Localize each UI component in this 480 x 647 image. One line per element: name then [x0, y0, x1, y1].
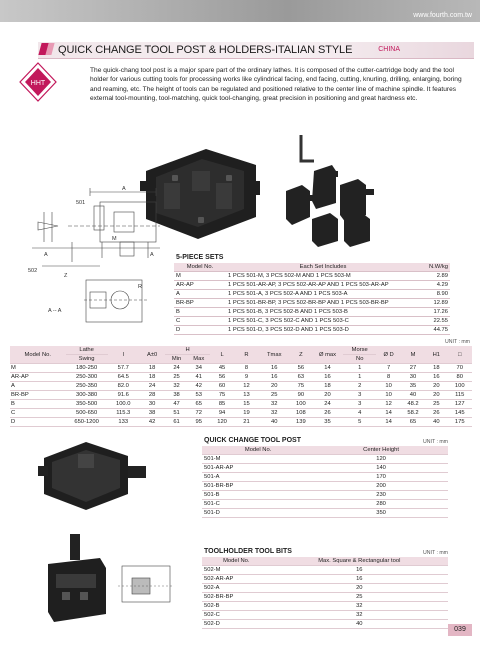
- website-url: www.fourth.com.tw: [413, 12, 472, 19]
- table-cell: 82.0: [108, 382, 139, 391]
- tool-bits-unit: UNIT : mm: [423, 550, 448, 556]
- drawing-label-l: A: [122, 186, 126, 192]
- tp-col-height: Center Height: [314, 446, 448, 455]
- col-includes: Each Set Includes: [226, 263, 420, 272]
- table-cell: 280: [314, 500, 448, 509]
- table-cell: 200: [314, 482, 448, 491]
- table-cell: 20: [425, 382, 447, 391]
- mh-h: H: [165, 346, 209, 355]
- table-cell: 502-A: [202, 584, 271, 593]
- drawing-label-a-left: A: [44, 252, 48, 258]
- table-cell: 1 PCS 501-B, 3 PCS 502-B AND 1 PCS 503-B: [226, 308, 420, 317]
- table-cell: 16: [259, 364, 290, 373]
- tool-post-heading: QUICK CHANGE TOOL POST: [204, 437, 301, 444]
- table-cell: 16: [271, 566, 448, 575]
- table-cell: 230: [314, 491, 448, 500]
- logo-text: HHT: [30, 80, 46, 87]
- table-cell: 16: [312, 373, 343, 382]
- table-cell: D: [10, 418, 66, 427]
- table-cell: 38: [139, 409, 166, 418]
- table-cell: 300-380: [66, 391, 108, 400]
- table-row: [10, 391, 472, 400]
- drawing-label-m: M: [112, 236, 117, 242]
- table-cell: 91.6: [108, 391, 139, 400]
- table-cell: M: [10, 364, 66, 373]
- mh-m: M: [401, 346, 425, 364]
- table-cell: 501-B: [202, 491, 314, 500]
- table-row: [202, 500, 448, 509]
- table-cell: 115.3: [108, 409, 139, 418]
- table-cell: 16: [425, 373, 447, 382]
- table-cell: 4: [343, 409, 376, 418]
- table-cell: 56: [290, 364, 312, 373]
- mh-R: R: [234, 346, 258, 364]
- table-cell: 18: [139, 373, 166, 382]
- table-cell: 501-AR-AP: [202, 464, 314, 473]
- table-row: [202, 566, 448, 575]
- tool-bits-heading: TOOLHOLDER TOOL BITS: [204, 548, 292, 555]
- table-cell: 250-350: [66, 382, 108, 391]
- table-cell: 180-250: [66, 364, 108, 373]
- table-cell: 90: [290, 391, 312, 400]
- table-row: [174, 299, 450, 308]
- table-row: [202, 473, 448, 482]
- table-cell: 12: [376, 400, 400, 409]
- table-cell: 42: [139, 418, 166, 427]
- table-cell: 26: [425, 409, 447, 418]
- toolholder-section-drawing: [118, 562, 174, 606]
- table-cell: 1 PCS 501-A, 3 PCS 502-A AND 1 PCS 503-A: [226, 290, 420, 299]
- table-cell: 17.26: [420, 308, 450, 317]
- mh-lathe: Lathe: [66, 346, 108, 355]
- drawing-label-r: R: [138, 284, 142, 290]
- table-cell: 501-M: [202, 455, 314, 464]
- table-cell: 1 PCS 501-M, 3 PCS 502-M AND 1 PCS 503-M: [226, 272, 420, 281]
- table-cell: 20: [259, 382, 290, 391]
- table-cell: 45: [210, 364, 234, 373]
- five-piece-heading: 5-PIECE SETS: [176, 254, 224, 261]
- table-cell: 75: [290, 382, 312, 391]
- intro-paragraph: The quick-chang tool post is a major spare part of the ordinary lathes. It is composed of the cutter-cartridge body and the tool holder for various cutting tools for processing works like cylindrical facing, end facing, cutting, knurling, drilling, enlarging, boring and reaming, etc. The height of tools can be regulated and positioned relative to the center line of machine spindle. It features external tool-mounting, tool-matching, quick tool-changing, great precision in positioning and great hardness etc.: [90, 67, 462, 102]
- col-model: Model No.: [174, 263, 226, 272]
- table-cell: 63: [290, 373, 312, 382]
- table-cell: 1 PCS 501-C, 3 PCS 502-C AND 1 PCS 503-C: [226, 317, 420, 326]
- table-cell: 10: [376, 391, 400, 400]
- table-cell: 501-A: [202, 473, 314, 482]
- table-cell: 65: [401, 418, 425, 427]
- table-cell: B: [174, 308, 226, 317]
- table-cell: 2.89: [420, 272, 450, 281]
- table-cell: 70: [447, 364, 472, 373]
- table-row: [10, 409, 472, 418]
- table-cell: AR-AP: [174, 281, 226, 290]
- table-cell: 7: [376, 364, 400, 373]
- table-cell: 40: [271, 620, 448, 629]
- technical-drawing: [28, 182, 168, 332]
- table-cell: 25: [165, 373, 187, 382]
- mh-h1: H1: [425, 346, 447, 364]
- table-cell: 502-AR-AP: [202, 575, 271, 584]
- table-row: [10, 373, 472, 382]
- table-cell: 25: [425, 400, 447, 409]
- col-weight: N.W/kg: [420, 263, 450, 272]
- table-cell: 22.55: [420, 317, 450, 326]
- table-cell: 502-B: [202, 602, 271, 611]
- table-cell: 85: [210, 400, 234, 409]
- table-cell: 12: [234, 382, 258, 391]
- table-cell: 501-D: [202, 509, 314, 518]
- table-cell: 9: [234, 373, 258, 382]
- mh-dmax: Ø max: [312, 346, 343, 364]
- mh-max: Max: [188, 355, 210, 364]
- drawing-label-502: 502: [28, 268, 38, 274]
- table-cell: 3: [343, 391, 376, 400]
- table-row: [202, 575, 448, 584]
- table-cell: 145: [447, 409, 472, 418]
- table-cell: 1 PCS 501-BR-BP, 3 PCS 502-BR-BP AND 1 PCS 503-BR-BP: [226, 299, 420, 308]
- table-cell: 2: [343, 382, 376, 391]
- table-cell: 60: [210, 382, 234, 391]
- table-cell: 20: [271, 584, 448, 593]
- table-row: [174, 290, 450, 299]
- table-cell: 140: [314, 464, 448, 473]
- table-cell: 16: [259, 373, 290, 382]
- mh-a: A±0: [139, 346, 166, 364]
- table-cell: 34: [188, 364, 210, 373]
- table-cell: 94: [210, 409, 234, 418]
- mh-morse: Morse: [343, 346, 376, 355]
- table-cell: 44.75: [420, 326, 450, 335]
- table-cell: 127: [447, 400, 472, 409]
- table-cell: 1: [343, 373, 376, 382]
- table-cell: 27: [401, 364, 425, 373]
- mh-model: Model No.: [10, 346, 66, 364]
- table-cell: 53: [188, 391, 210, 400]
- table-cell: 650-1200: [66, 418, 108, 427]
- table-cell: 32: [259, 409, 290, 418]
- table-row: [202, 593, 448, 602]
- mh-d: Ø D: [376, 346, 400, 364]
- table-cell: BR-BP: [174, 299, 226, 308]
- table-cell: 32: [271, 611, 448, 620]
- table-cell: 8: [376, 373, 400, 382]
- table-cell: 350: [314, 509, 448, 518]
- table-row: [174, 308, 450, 317]
- table-cell: 48.2: [401, 400, 425, 409]
- table-row: [202, 620, 448, 629]
- table-cell: 41: [188, 373, 210, 382]
- mh-swing: Swing: [66, 355, 108, 364]
- table-cell: 61: [165, 418, 187, 427]
- drawing-label-section: A -- A: [48, 308, 62, 314]
- main-dimension-table: [10, 346, 472, 427]
- table-cell: 3: [343, 400, 376, 409]
- table-cell: 56: [210, 373, 234, 382]
- table-cell: BR-BP: [10, 391, 66, 400]
- table-cell: 115: [447, 391, 472, 400]
- table-cell: 95: [188, 418, 210, 427]
- table-cell: 15: [234, 400, 258, 409]
- table-row: [10, 418, 472, 427]
- tool-post-unit: UNIT : mm: [423, 439, 448, 445]
- table-cell: 40: [401, 391, 425, 400]
- table-cell: 47: [165, 400, 187, 409]
- table-cell: C: [10, 409, 66, 418]
- table-cell: 42: [188, 382, 210, 391]
- table-cell: 502-C: [202, 611, 271, 620]
- table-cell: 12.89: [420, 299, 450, 308]
- table-row: [202, 602, 448, 611]
- table-cell: 24: [312, 400, 343, 409]
- table-cell: 40: [425, 418, 447, 427]
- table-cell: 501-C: [202, 500, 314, 509]
- tb-col-model: Model No.: [202, 557, 271, 566]
- table-cell: 28: [139, 391, 166, 400]
- table-cell: 10: [376, 382, 400, 391]
- table-row: [10, 400, 472, 409]
- table-cell: 32: [259, 400, 290, 409]
- top-banner: [0, 0, 480, 22]
- tool-post-photo: [136, 131, 380, 249]
- table-cell: 13: [234, 391, 258, 400]
- table-cell: 40: [259, 418, 290, 427]
- mh-z: Z: [290, 346, 312, 364]
- table-cell: 21: [234, 418, 258, 427]
- table-cell: M: [174, 272, 226, 281]
- table-cell: A: [174, 290, 226, 299]
- mh-no: No: [343, 355, 376, 364]
- table-row: [174, 272, 450, 281]
- table-cell: 14: [312, 364, 343, 373]
- tool-post-table: [202, 446, 448, 518]
- table-row: [10, 382, 472, 391]
- table-row: [202, 584, 448, 593]
- table-cell: 20: [425, 391, 447, 400]
- table-cell: 64.5: [108, 373, 139, 382]
- table-cell: 26: [312, 409, 343, 418]
- table-cell: 100: [290, 400, 312, 409]
- table-cell: 1 PCS 501-D, 3 PCS 502-D AND 1 PCS 503-D: [226, 326, 420, 335]
- table-cell: 100: [447, 382, 472, 391]
- table-row: [202, 509, 448, 518]
- table-cell: D: [174, 326, 226, 335]
- table-cell: 30: [401, 373, 425, 382]
- table-cell: 1 PCS 501-AR-AP, 3 PCS 502-AR-AP AND 1 PCS 503-AR-AP: [226, 281, 420, 290]
- table-cell: 51: [165, 409, 187, 418]
- drawing-label-a-right: A: [150, 252, 154, 258]
- table-cell: 14: [376, 409, 400, 418]
- table-cell: 502-BR-BP: [202, 593, 271, 602]
- table-cell: 133: [108, 418, 139, 427]
- page-title: QUICK CHANGE TOOL POST & HOLDERS-ITALIAN STYLE: [58, 44, 353, 56]
- table-cell: 14: [376, 418, 400, 427]
- table-cell: 108: [290, 409, 312, 418]
- table-cell: 18: [139, 364, 166, 373]
- table-cell: 65: [188, 400, 210, 409]
- mh-tmax: Tmax: [259, 346, 290, 364]
- table-cell: 24: [165, 364, 187, 373]
- table-cell: C: [174, 317, 226, 326]
- tool-bits-table: [202, 557, 448, 629]
- table-cell: AR-AP: [10, 373, 66, 382]
- table-cell: 120: [210, 418, 234, 427]
- table-cell: 250-300: [66, 373, 108, 382]
- table-cell: A: [10, 382, 66, 391]
- tp-col-model: Model No.: [202, 446, 314, 455]
- table-cell: 502-D: [202, 620, 271, 629]
- table-cell: 5: [343, 418, 376, 427]
- table-cell: 20: [312, 391, 343, 400]
- page-number: 039: [448, 624, 472, 636]
- table-row: [202, 482, 448, 491]
- table-cell: 75: [210, 391, 234, 400]
- table-cell: 8.90: [420, 290, 450, 299]
- table-row: [174, 317, 450, 326]
- table-cell: 35: [401, 382, 425, 391]
- mh-L: L: [210, 346, 234, 364]
- table-cell: 4.29: [420, 281, 450, 290]
- table-cell: 18: [312, 382, 343, 391]
- table-cell: 58.2: [401, 409, 425, 418]
- table-cell: 501-BR-BP: [202, 482, 314, 491]
- mh-min: Min: [165, 355, 187, 364]
- table-cell: 500-650: [66, 409, 108, 418]
- table-cell: 57.7: [108, 364, 139, 373]
- drawing-label-z: Z: [64, 273, 68, 279]
- table-row: [174, 326, 450, 335]
- table-row: [202, 491, 448, 500]
- table-cell: 38: [165, 391, 187, 400]
- drawing-label-501: 501: [76, 200, 86, 206]
- tool-post-small-photo: [36, 432, 156, 512]
- table-cell: 32: [165, 382, 187, 391]
- table-cell: 19: [234, 409, 258, 418]
- table-cell: 502-M: [202, 566, 271, 575]
- table-cell: 139: [290, 418, 312, 427]
- tb-col-size: Max. Square & Rectangular tool: [271, 557, 448, 566]
- table-cell: 175: [447, 418, 472, 427]
- table-cell: 80: [447, 373, 472, 382]
- mh-l: l: [108, 346, 139, 364]
- table-cell: 120: [314, 455, 448, 464]
- mh-square: □: [447, 346, 472, 364]
- table-cell: 25: [259, 391, 290, 400]
- toolholder-photo: [44, 534, 110, 624]
- region-label: CHINA: [378, 46, 400, 53]
- table-row: [202, 455, 448, 464]
- table-cell: 1: [343, 364, 376, 373]
- table-row: [202, 611, 448, 620]
- table-cell: 170: [314, 473, 448, 482]
- table-cell: 30: [139, 400, 166, 409]
- main-unit-label: UNIT : mm: [445, 339, 470, 345]
- table-cell: 18: [425, 364, 447, 373]
- table-cell: 24: [139, 382, 166, 391]
- table-cell: 25: [271, 593, 448, 602]
- table-cell: B: [10, 400, 66, 409]
- table-cell: 350-500: [66, 400, 108, 409]
- table-row: [10, 364, 472, 373]
- table-cell: 35: [312, 418, 343, 427]
- company-logo: [18, 62, 58, 102]
- table-row: [202, 464, 448, 473]
- table-row: [174, 281, 450, 290]
- table-cell: 72: [188, 409, 210, 418]
- table-cell: 32: [271, 602, 448, 611]
- five-piece-table: [174, 263, 450, 335]
- table-cell: 8: [234, 364, 258, 373]
- table-cell: 16: [271, 575, 448, 584]
- table-cell: 100.0: [108, 400, 139, 409]
